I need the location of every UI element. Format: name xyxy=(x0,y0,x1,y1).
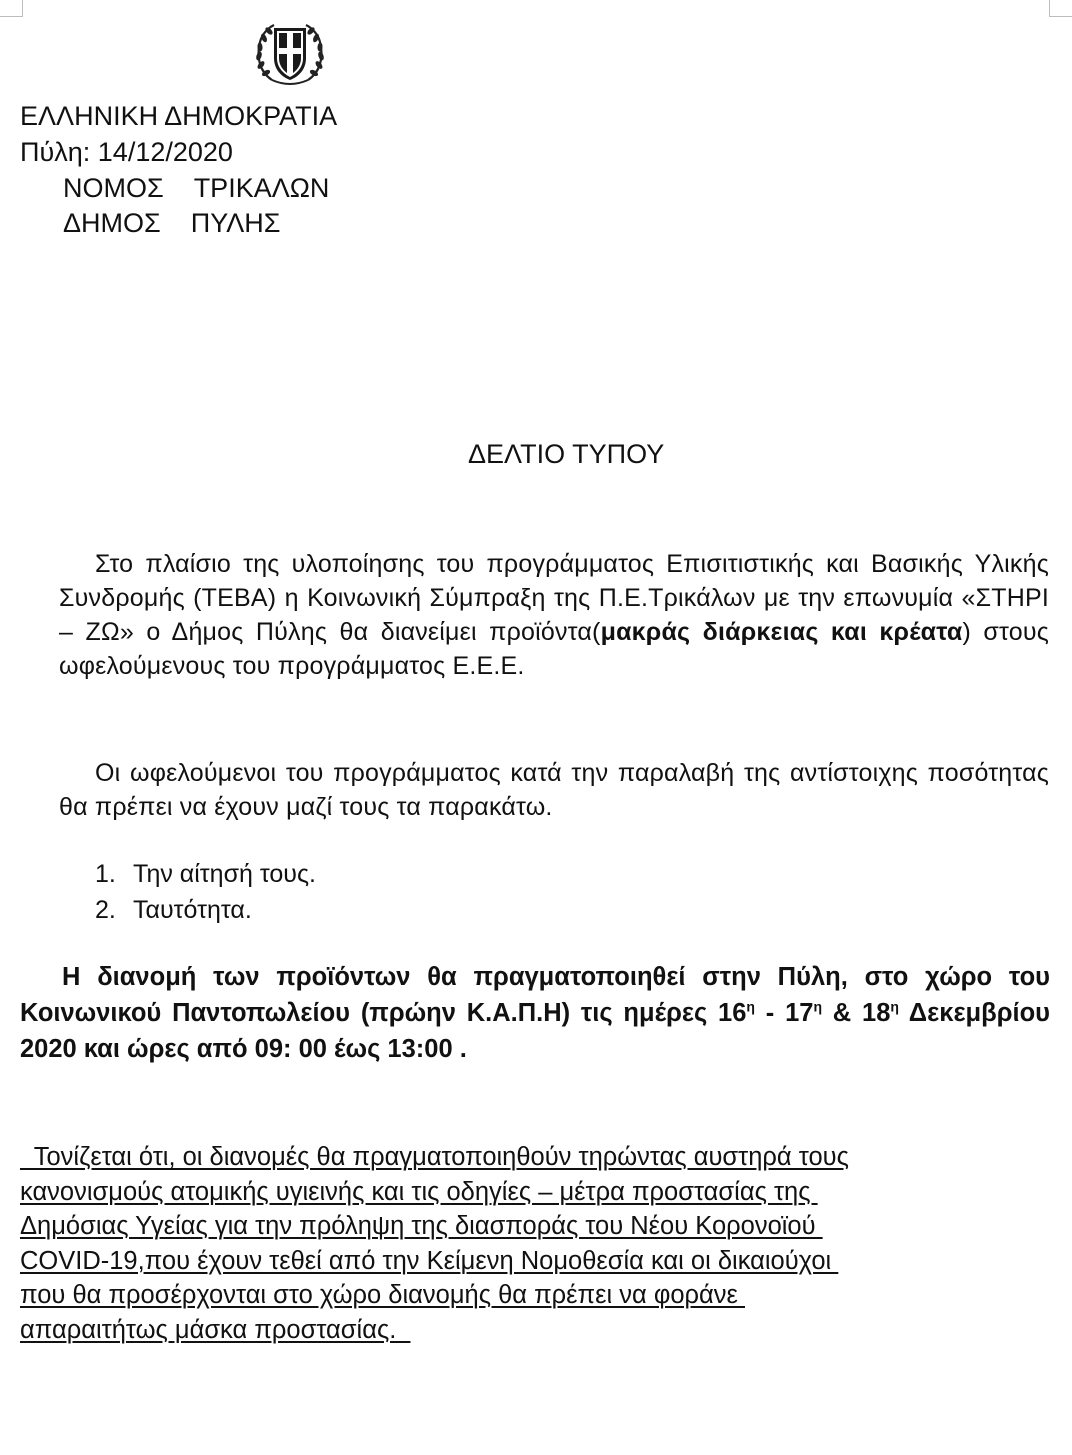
notice-line xyxy=(20,1244,1060,1279)
corner-crop-mark-left xyxy=(0,0,23,17)
prefecture-name: ΤΡΙΚΑΛΩΝ xyxy=(193,173,330,203)
press-release-title: ΔΕΛΤΙΟ ΤΥΠΟΥ xyxy=(468,439,665,469)
intro-text-rest: ) στους ωφελούμενους του προγράμματος Ε.Ε.Ε. xyxy=(59,618,1049,680)
distribution-text-2: - 17 xyxy=(754,999,814,1027)
requirements-intro-paragraph xyxy=(59,756,1049,824)
requirements-intro-text: Οι ωφελούμενοι του προγράμματος κατά την παραλαβή της αντίστοιχης ποσότητας θα πρέπει να έχουν μαζί τους τα παρακάτω. xyxy=(59,759,1049,821)
list-item-number: 1. xyxy=(95,860,116,888)
municipality-label: ΔΗΜΟΣ xyxy=(63,208,161,238)
greek-coat-of-arms-icon xyxy=(252,20,328,88)
place-and-date: Πύλη: 14/12/2020 xyxy=(20,137,233,167)
prefecture-label: ΝΟΜΟΣ xyxy=(63,173,164,203)
hygiene-notice xyxy=(20,1140,1060,1347)
distribution-text-3: & 18 xyxy=(822,999,891,1027)
notice-line xyxy=(20,1209,1060,1244)
municipality-name: ΠΥΛΗΣ xyxy=(190,208,281,238)
requirements-list xyxy=(95,856,316,928)
notice-line-text: Τονίζεται ότι, οι διανομές θα πραγματοποιηθούν τηρώντας αυστηρά τους xyxy=(20,1143,849,1171)
distribution-text-4: Δεκεμβρίου 2020 και ώρες από 09: 00 έως 13:00 . xyxy=(20,999,1050,1063)
intro-bold-products: μακράς διάρκειας και κρέατα xyxy=(600,618,963,646)
corner-crop-mark-right xyxy=(1049,0,1072,17)
list-item-text: Ταυτότητα. xyxy=(133,896,252,924)
day-ordinal-17: η xyxy=(813,998,822,1015)
issuer-country: ΕΛΛΗΝΙΚΗ ΔΗΜΟΚΡΑΤΙΑ xyxy=(20,101,338,131)
day-ordinal-18: η xyxy=(890,998,899,1015)
distribution-paragraph xyxy=(20,959,1050,1067)
day-ordinal-16: η xyxy=(746,998,755,1015)
notice-line-text: κανονισμούς ατομικής υγιεινής και τις οδηγίες – μέτρα προστασίας της xyxy=(20,1177,818,1206)
list-item-number: 2. xyxy=(95,896,116,924)
notice-line xyxy=(20,1140,1060,1175)
notice-line xyxy=(20,1278,1060,1313)
notice-line-text: Δημόσιας Υγείας για την πρόληψη της διασποράς του Νέου Κορονοϊού xyxy=(20,1212,823,1240)
municipality-line xyxy=(63,205,280,241)
intro-text: Στο πλαίσιο της υλοποίησης του προγράμματος Επισιτιστικής και Βασικής Υλικής Συνδρομής (ΤΕΒΑ) η Κοινωνική Σύμπραξη της Π.Ε.Τρικάλων με την επωνυμία «ΣΤΗΡΙ – ΖΩ» ο Δήμος Πύλης θα διανείμει προϊόντα( xyxy=(59,550,1049,646)
notice-line-text: COVID-19,που έχουν τεθεί από την Κείμενη Νομοθεσία και οι δικαιούχοι xyxy=(20,1246,839,1275)
list-item-text: Την αίτησή τους. xyxy=(133,860,316,888)
prefecture-line xyxy=(63,170,329,206)
list-item xyxy=(95,856,316,892)
notice-line xyxy=(20,1175,1060,1210)
list-item xyxy=(95,892,316,928)
notice-line-text: απαραιτήτως μάσκα προστασίας. xyxy=(20,1315,411,1344)
intro-paragraph xyxy=(59,547,1049,683)
distribution-text: Η διανομή των προϊόντων θα πραγματοποιηθεί στην Πύλη, στο χώρο του Κοινωνικού Παντοπωλείου (πρώην Κ.Α.Π.Η) τις ημέρες 16 xyxy=(20,963,1050,1027)
notice-line xyxy=(20,1313,1060,1348)
notice-line-text: που θα προσέρχονται στο χώρο διανομής θα πρέπει να φοράνε xyxy=(20,1281,745,1309)
